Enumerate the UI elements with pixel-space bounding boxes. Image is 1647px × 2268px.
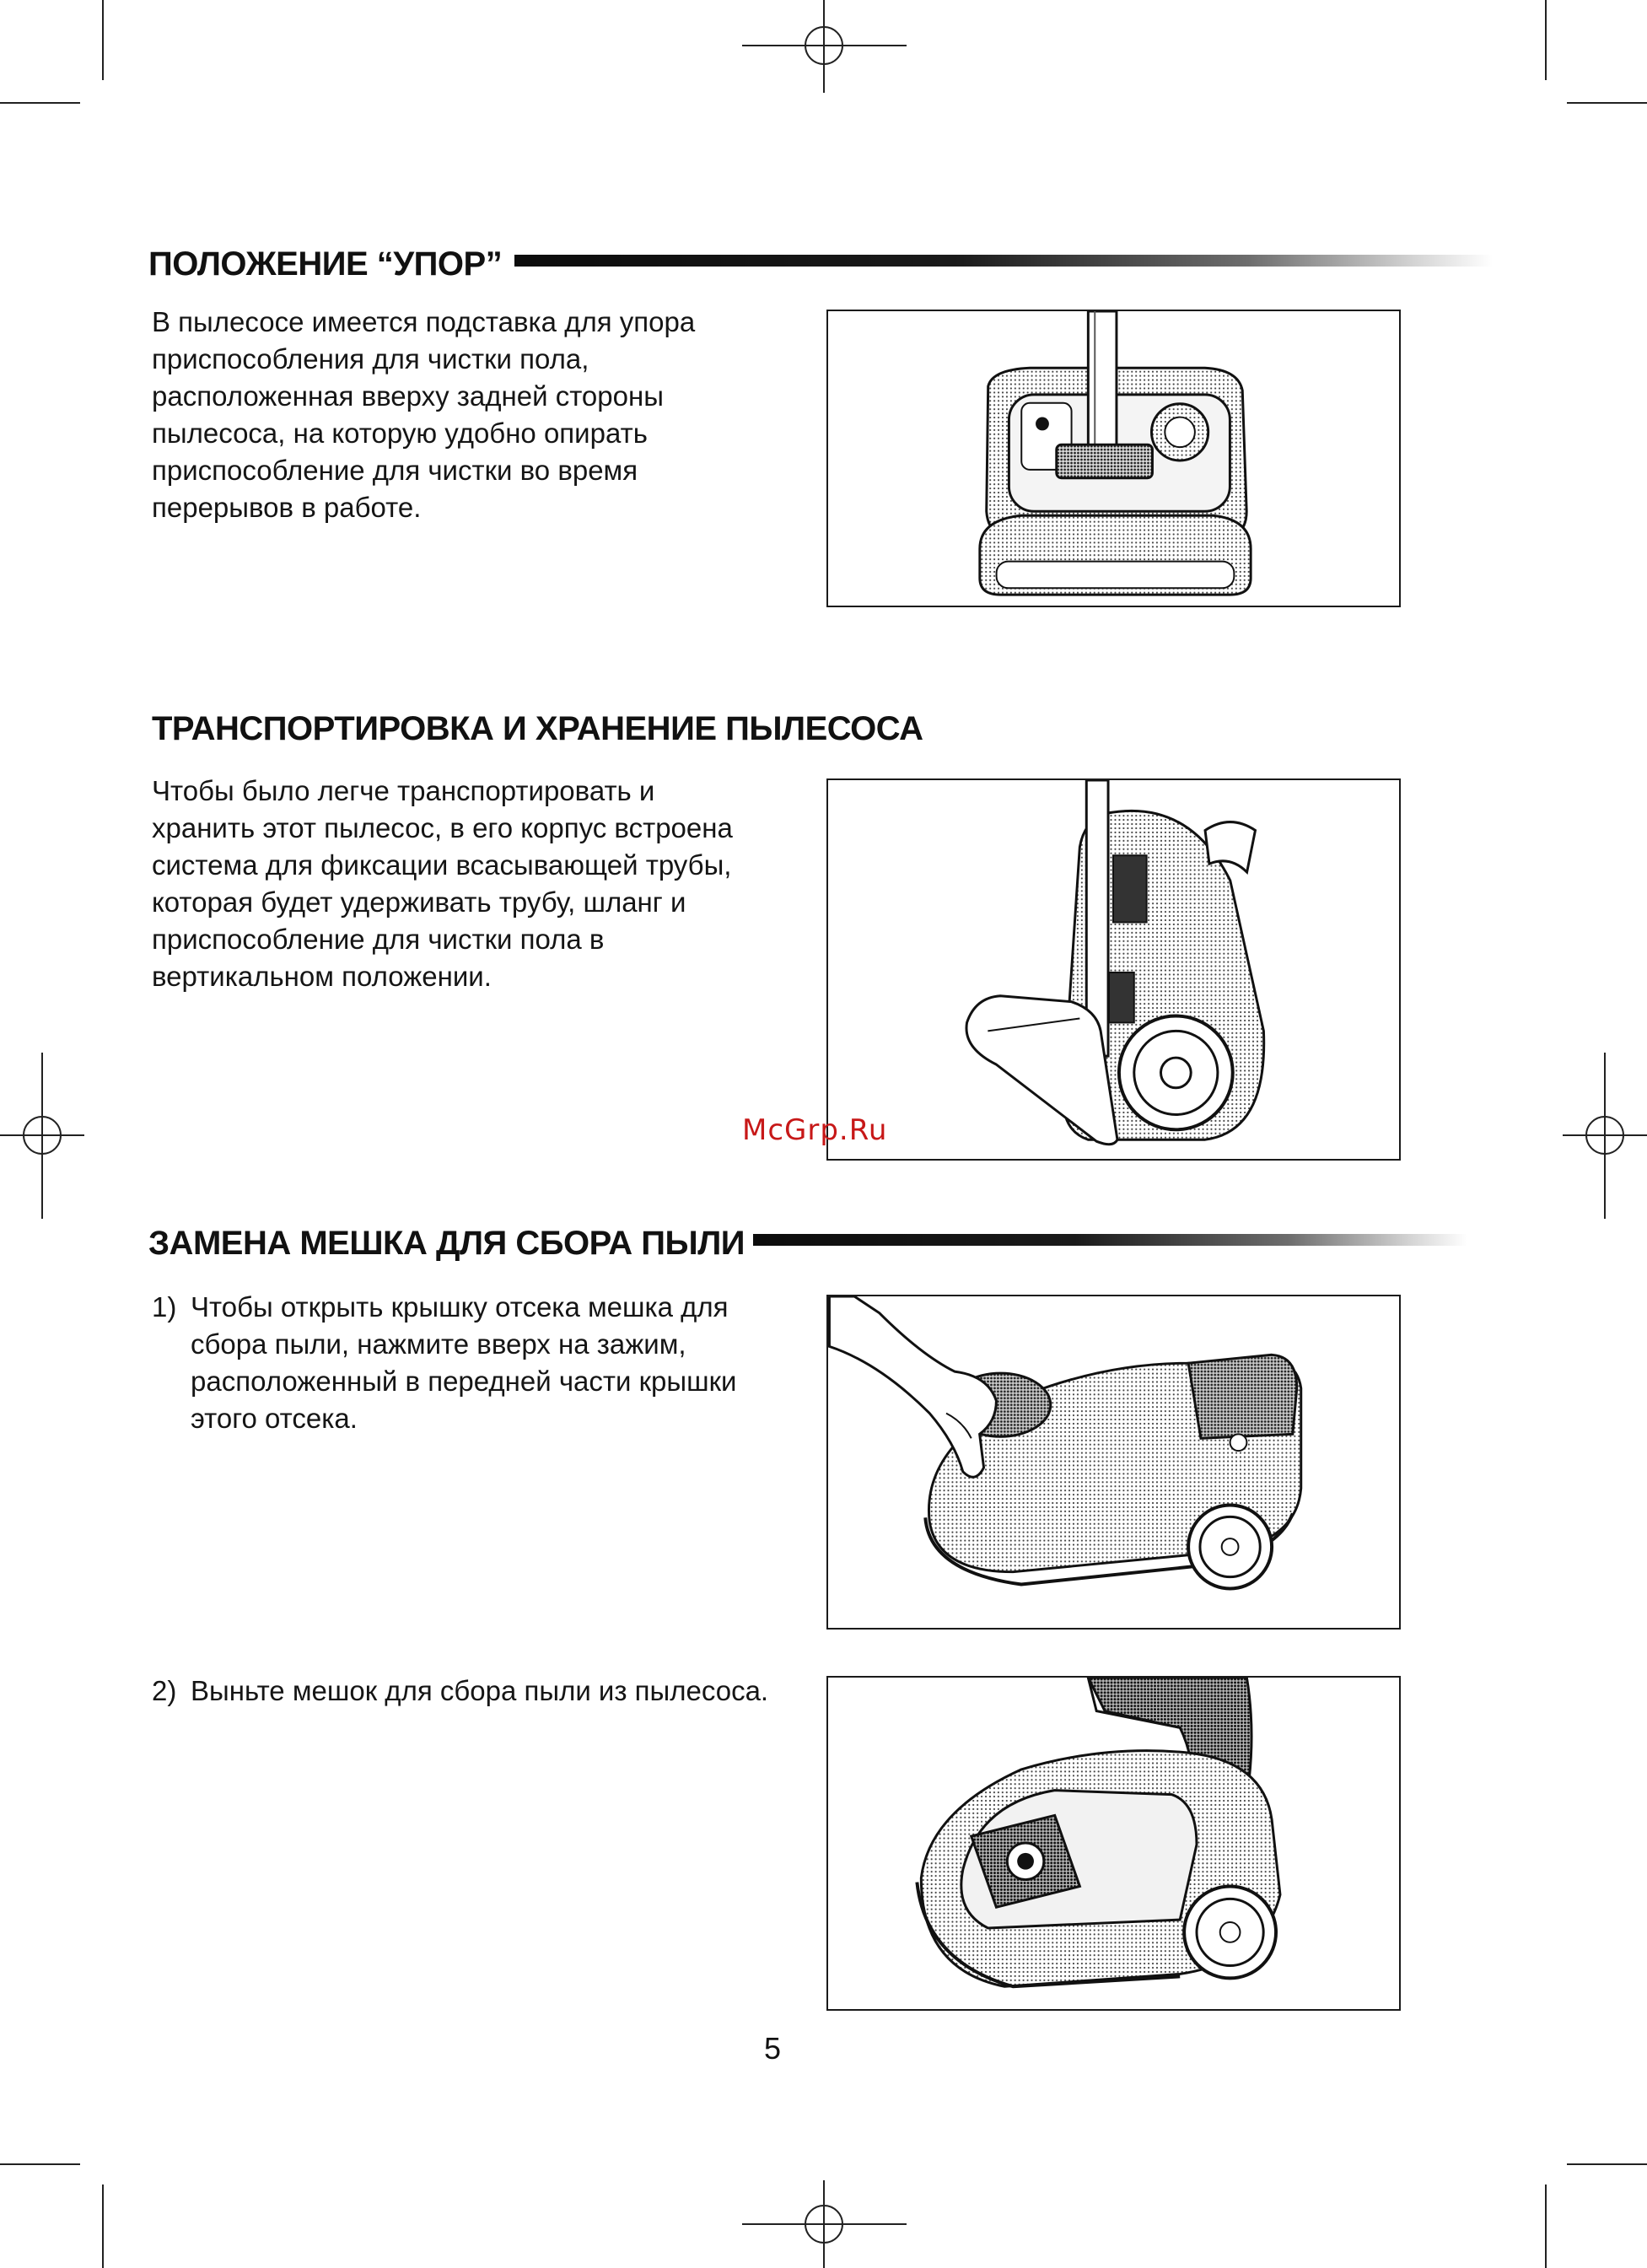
section-title-transport-storage: ТРАНСПОРТИРОВКА И ХРАНЕНИЕ ПЫЛЕСОСА xyxy=(152,710,923,747)
page-number: 5 xyxy=(764,2031,782,2066)
remove-bag-image xyxy=(828,1678,1399,2009)
step-line: Чтобы открыть крышку отсека мешка для xyxy=(191,1291,729,1323)
paragraph-line: пылесоса, на которую удобно опирать xyxy=(152,418,648,449)
paragraph-line: система для фиксации всасывающей трубы, xyxy=(152,849,732,881)
section-title-rule xyxy=(753,1234,1467,1246)
step-line: Выньте мешок для сбора пыли из пылесоса. xyxy=(191,1675,769,1706)
section-title-replace-dust-bag: ЗАМЕНА МЕШКА ДЛЯ СБОРА ПЫЛИ xyxy=(148,1225,745,1262)
paragraph-line: приспособление для чистки пола в xyxy=(152,924,605,955)
paragraph-line: перерывов в работе. xyxy=(152,492,422,523)
paragraph-line: хранить этот пылесос, в его корпус встроена xyxy=(152,812,733,843)
open-lid-hand-illustration xyxy=(826,1295,1401,1630)
paragraph-line: которая будет удерживать трубу, шланг и xyxy=(152,886,686,918)
remove-dust-bag-illustration xyxy=(826,1676,1401,2011)
step-line: этого отсека. xyxy=(191,1403,358,1434)
paragraph-line: Чтобы было легче транспортировать и xyxy=(152,775,655,806)
paragraph-line: приспособление для чистки во время xyxy=(152,455,638,486)
section-title-rest-position: ПОЛОЖЕНИЕ “УПОР” xyxy=(148,245,503,283)
vacuum-upright-image xyxy=(828,780,1399,1159)
paragraph-line: расположенная вверху задней стороны xyxy=(152,380,664,412)
step-number: 1) xyxy=(152,1291,177,1323)
step-number: 2) xyxy=(152,1675,177,1706)
section-paragraph xyxy=(152,304,695,526)
section-title-rule xyxy=(514,255,1493,267)
paragraph-line: В пылесосе имеется подставка для упора xyxy=(152,306,696,337)
paragraph-line: вертикальном положении. xyxy=(152,961,492,992)
vacuum-rest-position-illustration xyxy=(826,310,1401,607)
section-paragraph xyxy=(152,773,733,995)
vacuum-rest-image xyxy=(828,311,1399,606)
step-line: сбора пыли, нажмите вверх на зажим, xyxy=(191,1328,686,1360)
vacuum-upright-storage-illustration xyxy=(826,778,1401,1161)
watermark: McGrp.Ru xyxy=(742,1113,888,1147)
open-lid-image xyxy=(828,1296,1399,1628)
step-line: расположенный в передней части крышки xyxy=(191,1366,737,1397)
paragraph-line: приспособления для чистки пола, xyxy=(152,343,589,374)
